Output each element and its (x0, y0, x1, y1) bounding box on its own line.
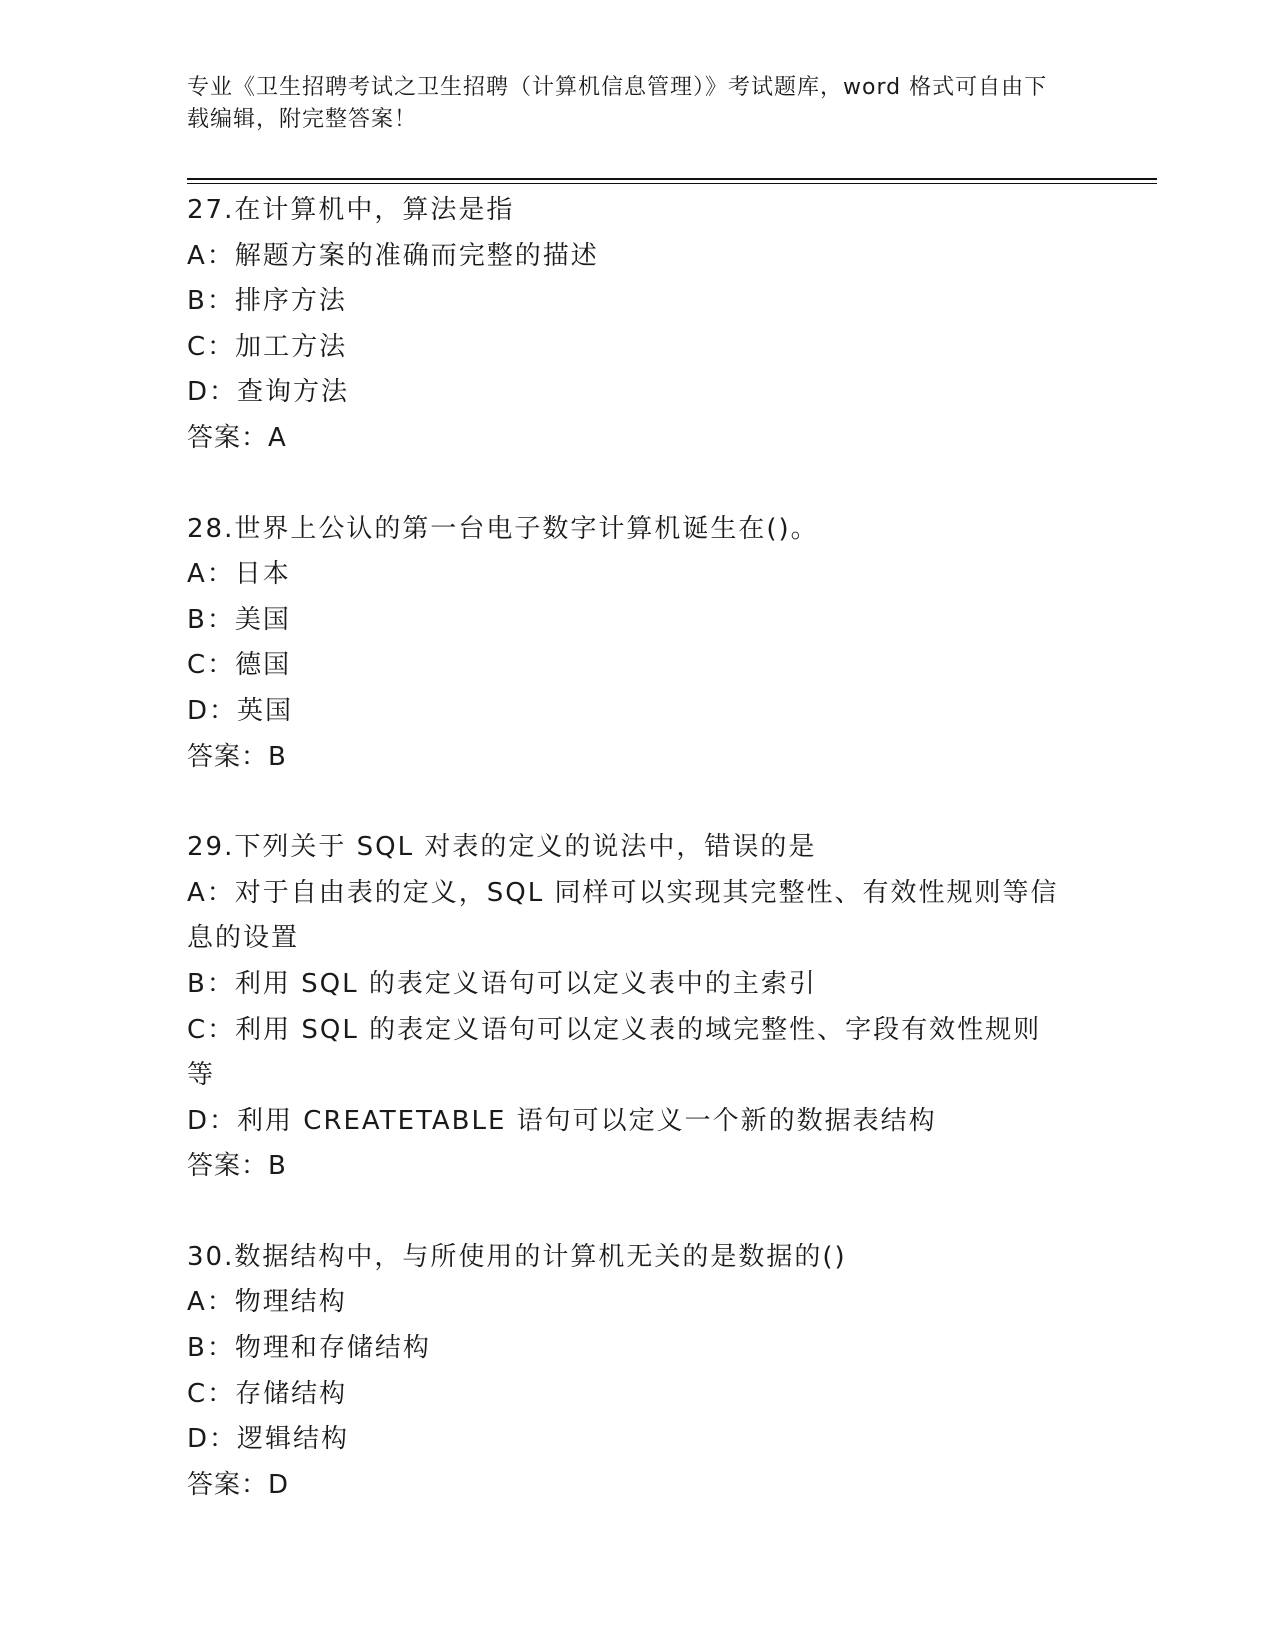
question-text: 28.世界上公认的第一台电子数字计算机诞生在()。 (187, 513, 819, 544)
option-d: D：利用 CREATETABLE 语句可以定义一个新的数据表结构 (187, 1105, 937, 1136)
option-c: C：存储结构 (187, 1378, 348, 1409)
question-list (187, 188, 1087, 1553)
question-text: 27.在计算机中，算法是指 (187, 195, 515, 225)
option-a: A：解题方案的准确而完整的描述 (187, 240, 599, 271)
answer-line: 答案：B (187, 741, 287, 772)
option-b: B：物理和存储结构 (187, 1333, 431, 1364)
option-a: A：物理结构 (187, 1287, 347, 1318)
answer-line: 答案：A (187, 422, 287, 453)
option-d: D：英国 (187, 695, 294, 726)
option-d: D：查询方法 (187, 377, 350, 408)
option-c: C：德国 (187, 650, 292, 681)
question-28 (187, 507, 1087, 781)
document-intro (187, 72, 1067, 136)
question-text: 29.下列关于 SQL 对表的定义的说法中，错误的是 (187, 832, 817, 863)
option-b: B：排序方法 (187, 286, 347, 317)
option-b: B：美国 (187, 604, 291, 635)
options (187, 234, 1087, 416)
options (187, 871, 1087, 1145)
question-29 (187, 825, 1087, 1190)
option-c: C：加工方法 (187, 331, 348, 362)
question-27 (187, 188, 1087, 462)
question-text: 30.数据结构中，与所使用的计算机无关的是数据的() (187, 1241, 847, 1272)
option-a: A：对于自由表的定义，SQL 同样可以实现其完整性、有效性规则等信息的设置 (187, 877, 1059, 954)
option-c: C：利用 SQL 的表定义语句可以定义表的域完整性、字段有效性规则等 (187, 1014, 1042, 1091)
option-b: B：利用 SQL 的表定义语句可以定义表中的主索引 (187, 968, 817, 999)
header-divider (187, 178, 1157, 180)
intro-text: 专业《卫生招聘考试之卫生招聘（计算机信息管理）》考试题库，word 格式可自由下载编辑，附完整答案！ (187, 75, 1048, 132)
option-a: A：日本 (187, 559, 291, 590)
answer-line: 答案：D (187, 1469, 290, 1500)
header-divider-thin (187, 183, 1157, 184)
options (187, 1280, 1087, 1462)
option-d: D：逻辑结构 (187, 1424, 350, 1455)
answer-line: 答案：B (187, 1151, 287, 1182)
options (187, 552, 1087, 734)
question-30 (187, 1235, 1087, 1509)
